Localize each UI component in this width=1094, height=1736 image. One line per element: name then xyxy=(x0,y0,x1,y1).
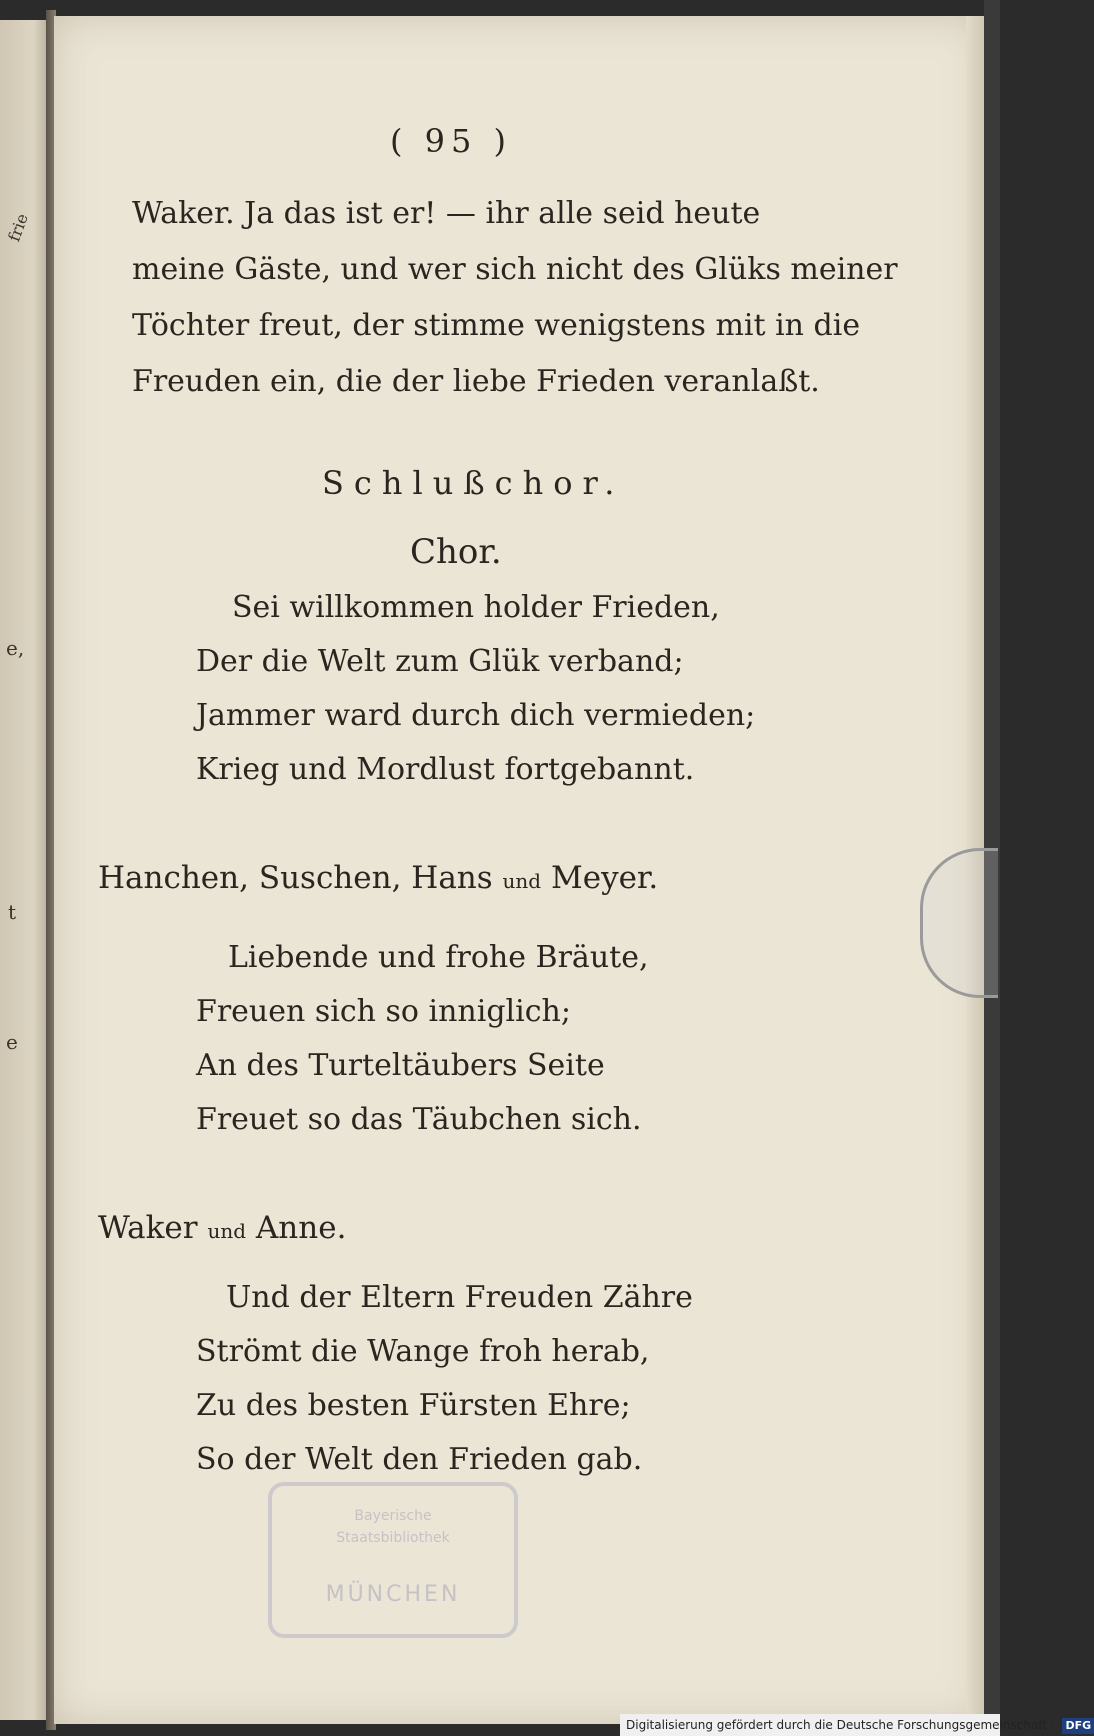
page-number: ( 95 ) xyxy=(390,122,513,160)
verse-line: Und der Eltern Freuden Zähre xyxy=(226,1280,693,1315)
verse-line: Strömt die Wange froh herab, xyxy=(196,1334,650,1369)
margin-fragment: e, xyxy=(6,636,25,660)
stamp-text: Bayerische xyxy=(354,1508,432,1524)
prose-line: Töchter freut, der stimme wenigstens mit in die xyxy=(132,308,861,343)
margin-fragment: t xyxy=(8,900,17,924)
verse-line: Liebende und frohe Bräute, xyxy=(228,940,649,975)
previous-page-edge xyxy=(0,20,48,1720)
verse-line: Freuen sich so inniglich; xyxy=(196,994,571,1029)
dfg-logo: DFG xyxy=(1062,1718,1094,1734)
speaker-name: Waker xyxy=(98,1210,198,1246)
speaker-names: Hanchen, Suschen, Hans xyxy=(98,860,493,896)
footer-text: Digitalisierung gefördert durch die Deutsche Forschungsgemeinschaft · xyxy=(626,1718,1055,1732)
library-stamp xyxy=(268,1482,518,1638)
digitization-footer xyxy=(620,1714,1092,1736)
verse-line: Krieg und Mordlust fortgebannt. xyxy=(196,752,695,787)
speaker-conjunction: und xyxy=(207,1219,247,1243)
chor-label: Chor. xyxy=(410,532,502,572)
section-heading: Schlußchor. xyxy=(322,464,625,502)
verse-line: Freuet so das Täubchen sich. xyxy=(196,1102,642,1137)
prose-line: Freuden ein, die der liebe Frieden veranlaßt. xyxy=(132,364,820,399)
speaker-name: Anne. xyxy=(255,1210,347,1246)
prose-line: meine Gäste, und wer sich nicht des Glüks meiner xyxy=(132,252,898,287)
speaker-conjunction: und xyxy=(502,869,542,893)
verse-line: Der die Welt zum Glük verband; xyxy=(196,644,684,679)
speaker-heading xyxy=(98,1210,346,1246)
verse-line: Zu des besten Fürsten Ehre; xyxy=(196,1388,631,1423)
verse-line: Sei willkommen holder Frieden, xyxy=(232,590,720,625)
prose-line: Waker. Ja das ist er! — ihr alle seid heute xyxy=(132,196,761,231)
stamp-text: Staatsbibliothek xyxy=(336,1530,450,1546)
verse-line: An des Turteltäubers Seite xyxy=(196,1048,605,1083)
speaker-heading xyxy=(98,860,658,896)
margin-fragment: e xyxy=(6,1030,18,1054)
verse-line: Jammer ward durch dich vermieden; xyxy=(196,698,756,733)
verse-line: So der Welt den Frieden gab. xyxy=(196,1442,643,1477)
stamp-text: MÜNCHEN xyxy=(325,1582,461,1607)
speaker-names: Meyer. xyxy=(550,860,659,896)
margin-fragment: frie xyxy=(4,211,32,244)
